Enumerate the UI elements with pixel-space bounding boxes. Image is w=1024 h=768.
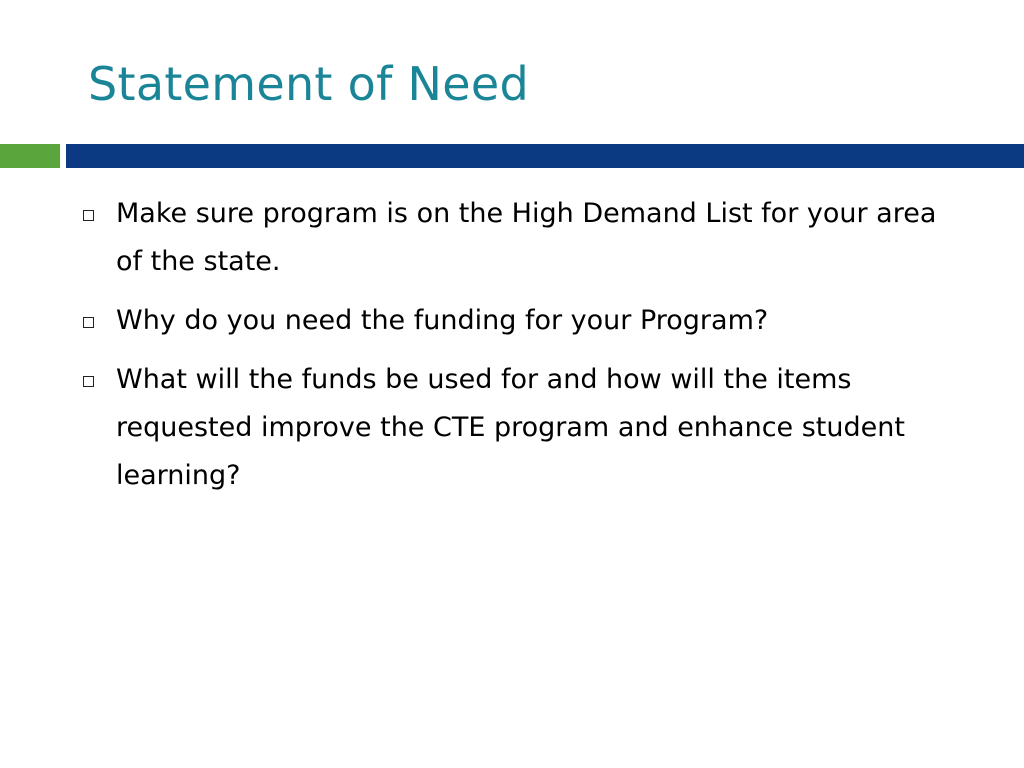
bullet-item [80, 190, 960, 286]
bullet-item [80, 356, 960, 500]
bullet-text: What will the funds be used for and how will the items requested improve the CTE program and enhance student learning? [116, 364, 905, 491]
title-rule-blue-segment [66, 144, 1024, 168]
square-bullet-icon [83, 210, 94, 221]
bullet-text: Why do you need the funding for your Program? [116, 305, 769, 336]
bullet-text: Make sure program is on the High Demand List for your area of the state. [116, 198, 937, 277]
title-rule-green-segment [0, 144, 60, 168]
bullet-item [80, 297, 960, 345]
bullet-list [80, 190, 960, 511]
slide-title: Statement of Need [88, 57, 529, 111]
square-bullet-icon [83, 376, 94, 387]
square-bullet-icon [83, 317, 94, 328]
